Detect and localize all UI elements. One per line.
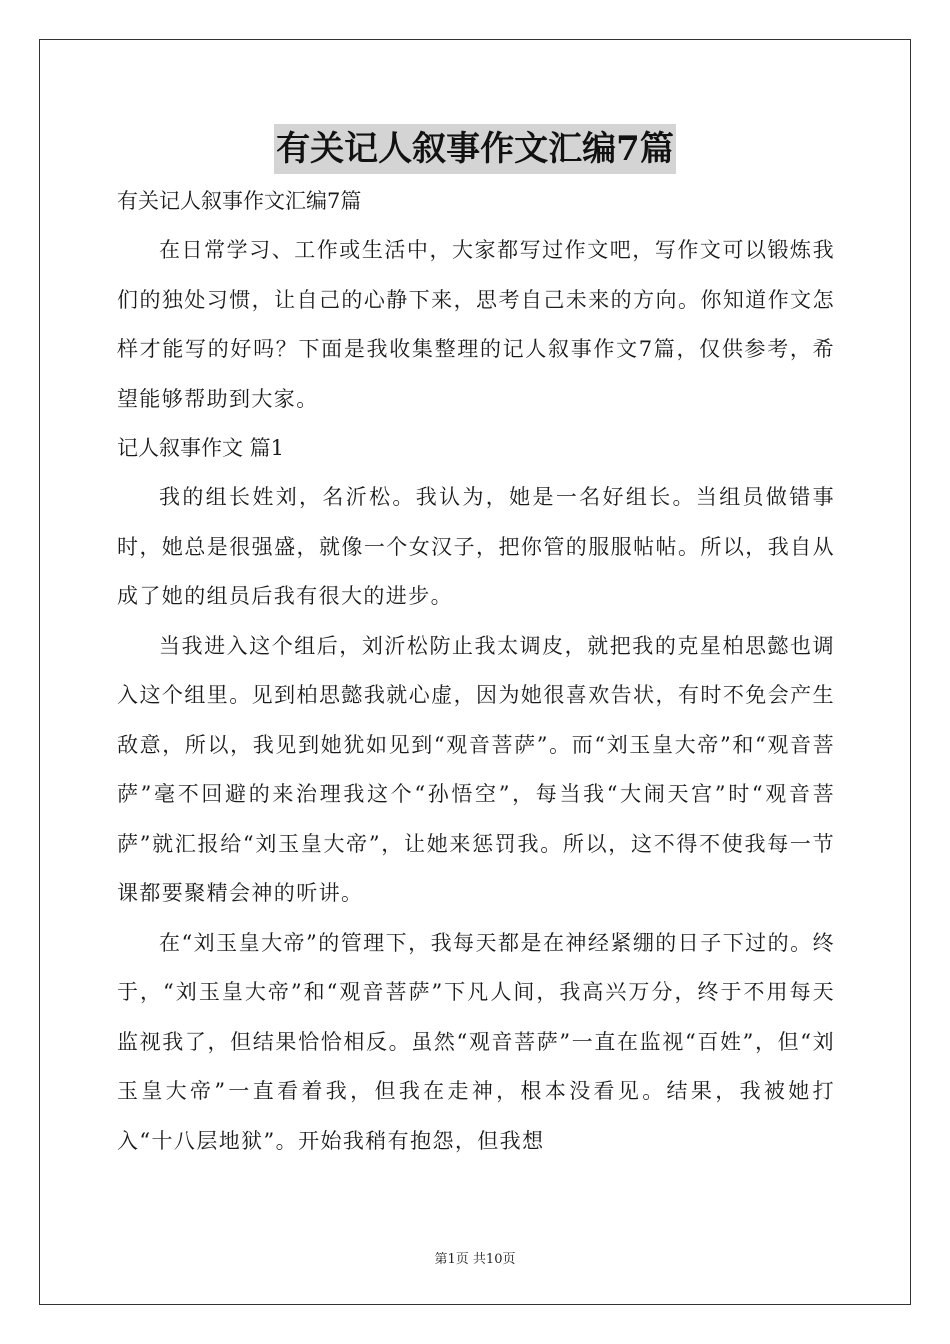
body-paragraph: 在“刘玉皇大帝”的管理下，我每天都是在神经紧绷的日子下过的。终于，“刘玉皇大帝”和“观音菩萨”下凡人间，我高兴万分，终于不用每天监视我了，但结果恰恰相反。虽然“观音菩萨”一直在监视“百姓”，但“刘玉皇大帝”一直看着我，但我在走神，根本没看见。结果，我被她打入“十八层地狱”。开始我稍有抱怨，但我想	[117, 930, 835, 1153]
document-body	[117, 177, 835, 1166]
document-title: 有关记人叙事作文汇编7篇	[274, 124, 676, 174]
page-number-footer: 第1页 共10页	[434, 1252, 516, 1267]
body-paragraph: 当我进入这个组后，刘沂松防止我太调皮，就把我的克星柏思懿也调入这个组里。见到柏思懿我就心虚，因为她很喜欢告状，有时不免会产生敌意，所以，我见到她犹如见到“观音菩萨”。而“刘玉皇大帝”和“观音菩萨”毫不回避的来治理我这个“孙悟空”，每当我“大闹天宫”时“观音菩萨”就汇报给“刘玉皇大帝”，让她来惩罚我。所以，这不得不使我每一节课都要聚精会神的听讲。	[117, 633, 835, 905]
intro-paragraph: 在日常学习、工作或生活中，大家都写过作文吧，写作文可以锻炼我们的独处习惯，让自己的心静下来，思考自己未来的方向。你知道作文怎样才能写的好吗？下面是我收集整理的记人叙事作文7篇，仅供参考，希望能够帮助到大家。	[117, 238, 835, 411]
title-container	[0, 124, 950, 174]
section-heading: 记人叙事作文 篇1	[117, 436, 285, 460]
body-paragraph: 我的组长姓刘，名沂松。我认为，她是一名好组长。当组员做错事时，她总是很强盛，就像一个女汉子，把你管的服服帖帖。所以，我自从成了她的组员后我有很大的进步。	[117, 485, 835, 608]
document-subtitle: 有关记人叙事作文汇编7篇	[117, 189, 362, 213]
